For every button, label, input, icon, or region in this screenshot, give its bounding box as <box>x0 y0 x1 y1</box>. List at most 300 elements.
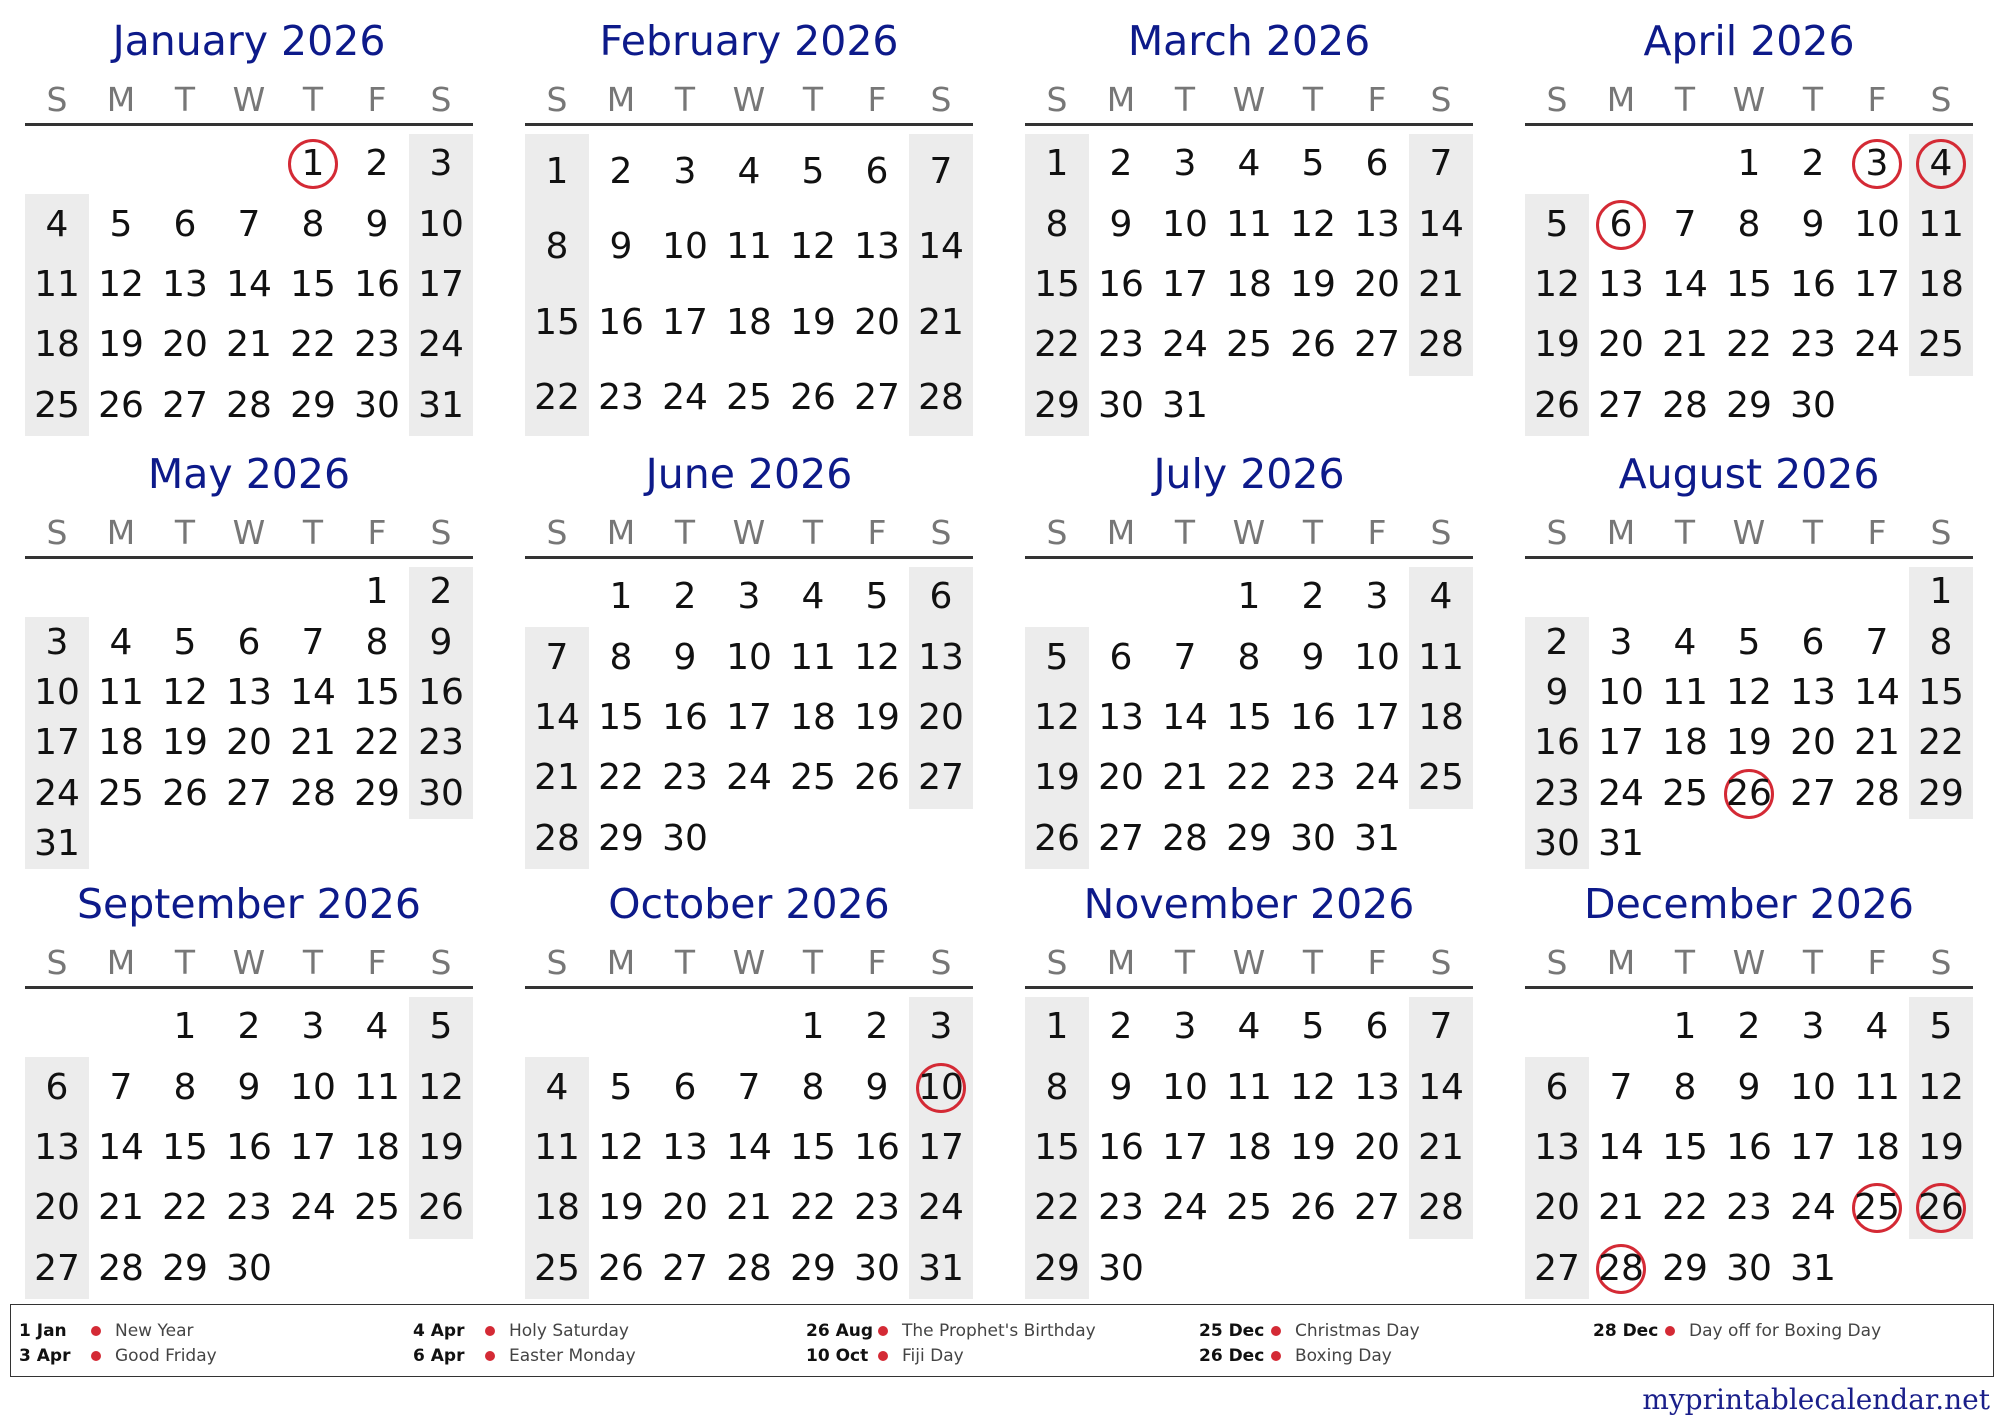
day-cell: 17 <box>1854 264 1900 305</box>
day-cell: 17 <box>726 697 772 738</box>
weekday-label: S <box>930 80 952 119</box>
day-cell: 30 <box>226 1247 272 1289</box>
day-cell: 11 <box>1418 636 1464 678</box>
weekday-label: S <box>46 943 68 982</box>
header-rule <box>1025 556 1473 559</box>
weekday-label: T <box>674 513 696 552</box>
day-cell: 13 <box>1354 1066 1400 1108</box>
day-cell: 20 <box>1354 264 1400 305</box>
weekday-label: W <box>1732 80 1766 119</box>
day-cell: 22 <box>290 324 336 366</box>
holiday-column <box>806 1318 1096 1368</box>
day-cell: 12 <box>1726 671 1772 713</box>
day-cell: 19 <box>854 697 900 738</box>
day-cell: 25 <box>1418 757 1464 799</box>
day-cell: 23 <box>1534 772 1580 814</box>
day-cell: 29 <box>1226 817 1272 859</box>
day-cell: 24 <box>34 772 80 814</box>
day-cell: 28 <box>918 377 964 419</box>
day-cell: 4 <box>109 621 133 663</box>
day-cell: 28 <box>1418 1187 1464 1229</box>
day-cell: 4 <box>1929 143 1953 185</box>
month-block <box>1525 875 1973 1303</box>
header-rule <box>25 556 473 559</box>
day-cell: 13 <box>1534 1127 1580 1168</box>
day-cell: 12 <box>1290 1066 1336 1108</box>
weekday-label: T <box>1302 943 1324 982</box>
day-cell: 2 <box>1301 576 1325 618</box>
holiday-entry <box>413 1343 636 1368</box>
day-cell: 24 <box>1598 772 1644 814</box>
day-cell: 21 <box>1662 324 1708 366</box>
holiday-date: 1 Jan <box>19 1320 67 1341</box>
day-cell: 8 <box>545 226 569 268</box>
day-cell: 13 <box>226 671 272 713</box>
holiday-entry <box>19 1343 217 1368</box>
day-cell: 26 <box>854 757 900 799</box>
day-cell: 4 <box>1673 621 1697 663</box>
weekday-label: S <box>930 513 952 552</box>
day-cell: 16 <box>854 1127 900 1168</box>
weekday-label: T <box>1674 80 1696 119</box>
day-cell: 7 <box>301 621 325 663</box>
day-cell: 24 <box>418 324 464 366</box>
day-cell: 13 <box>854 226 900 268</box>
day-cell: 1 <box>801 1006 825 1048</box>
day-cell: 18 <box>1226 1127 1272 1168</box>
site-credit[interactable]: myprintablecalendar.net <box>1642 1383 1990 1416</box>
weekday-label: M <box>1106 513 1136 552</box>
day-cell: 23 <box>226 1187 272 1229</box>
day-cell: 8 <box>801 1066 825 1108</box>
day-cell: 5 <box>609 1066 633 1108</box>
day-cell: 11 <box>534 1127 580 1168</box>
day-cell: 1 <box>1045 1006 1069 1048</box>
day-cell: 12 <box>1290 203 1336 245</box>
day-cell: 27 <box>854 377 900 419</box>
holiday-entry <box>806 1343 1096 1368</box>
day-cell: 27 <box>226 772 272 814</box>
weekday-label: T <box>1174 80 1196 119</box>
day-cell: 27 <box>662 1247 708 1289</box>
weekday-label: T <box>302 943 324 982</box>
day-cell: 17 <box>1162 1127 1208 1168</box>
month-block <box>25 12 473 440</box>
weekday-label: T <box>174 943 196 982</box>
day-cell: 3 <box>301 1006 325 1048</box>
day-cell: 1 <box>365 571 389 613</box>
day-cell: 21 <box>1418 1127 1464 1168</box>
day-cell: 30 <box>1290 817 1336 859</box>
day-cell: 31 <box>918 1247 964 1289</box>
day-cell: 29 <box>354 772 400 814</box>
day-cell: 18 <box>1418 697 1464 738</box>
day-cell: 11 <box>1918 203 1964 245</box>
weekday-label: W <box>732 80 766 119</box>
day-cell: 2 <box>865 1006 889 1048</box>
weekday-label: S <box>1546 513 1568 552</box>
holiday-legend <box>10 1304 1994 1377</box>
holiday-name: Easter Monday <box>509 1345 636 1366</box>
month-block <box>525 445 973 873</box>
day-cell: 18 <box>1918 264 1964 305</box>
day-cell: 17 <box>1162 264 1208 305</box>
day-cell: 13 <box>1098 697 1144 738</box>
day-cell: 26 <box>598 1247 644 1289</box>
month-title: February 2026 <box>599 17 899 65</box>
weekday-label: S <box>1046 943 1068 982</box>
weekday-label: M <box>606 513 636 552</box>
day-cell: 14 <box>918 226 964 268</box>
weekday-label: T <box>174 80 196 119</box>
day-cell: 28 <box>290 772 336 814</box>
day-cell: 6 <box>1545 1066 1569 1108</box>
day-cell: 24 <box>662 377 708 419</box>
day-cell: 9 <box>237 1066 261 1108</box>
day-cell: 12 <box>1918 1066 1964 1108</box>
day-cell: 21 <box>1854 722 1900 764</box>
day-cell: 27 <box>1790 772 1836 814</box>
day-cell: 12 <box>598 1127 644 1168</box>
weekday-label: S <box>430 80 452 119</box>
day-cell: 14 <box>1418 1066 1464 1108</box>
day-cell: 9 <box>1109 203 1133 245</box>
weekday-label: T <box>174 513 196 552</box>
day-cell: 23 <box>1098 324 1144 366</box>
day-cell: 25 <box>726 377 772 419</box>
day-cell: 6 <box>865 150 889 192</box>
day-cell: 19 <box>162 722 208 764</box>
month-block <box>525 12 973 440</box>
day-cell: 23 <box>418 722 464 764</box>
holiday-column <box>19 1318 217 1368</box>
weekday-label: T <box>802 513 824 552</box>
weekday-label: T <box>1674 513 1696 552</box>
day-cell: 27 <box>1098 817 1144 859</box>
day-cell: 29 <box>1662 1247 1708 1289</box>
holiday-name: Good Friday <box>115 1345 217 1366</box>
day-cell: 25 <box>354 1187 400 1229</box>
weekday-label: T <box>302 80 324 119</box>
day-cell: 31 <box>1354 817 1400 859</box>
header-rule <box>1025 986 1473 989</box>
holiday-name: New Year <box>115 1320 194 1341</box>
weekday-label: W <box>232 943 266 982</box>
day-cell: 26 <box>790 377 836 419</box>
month-title: December 2026 <box>1584 880 1914 928</box>
day-cell: 6 <box>45 1066 69 1108</box>
day-cell: 5 <box>1545 203 1569 245</box>
holiday-bullet-icon <box>1271 1351 1281 1361</box>
day-cell: 30 <box>662 817 708 859</box>
day-cell: 13 <box>1598 264 1644 305</box>
day-cell: 20 <box>1790 722 1836 764</box>
day-cell: 14 <box>1162 697 1208 738</box>
holiday-bullet-icon <box>878 1351 888 1361</box>
day-cell: 9 <box>429 621 453 663</box>
day-cell: 29 <box>1918 772 1964 814</box>
day-cell: 19 <box>598 1187 644 1229</box>
weekday-label: M <box>106 80 136 119</box>
weekday-label: W <box>232 80 266 119</box>
day-cell: 19 <box>1726 722 1772 764</box>
day-cell: 4 <box>1429 576 1453 618</box>
day-cell: 20 <box>1098 757 1144 799</box>
month-title: September 2026 <box>77 880 421 928</box>
day-cell: 7 <box>1673 203 1697 245</box>
day-cell: 21 <box>1598 1187 1644 1229</box>
weekday-label: S <box>1546 943 1568 982</box>
holiday-date: 28 Dec <box>1593 1320 1659 1341</box>
day-cell: 12 <box>790 226 836 268</box>
day-cell: 7 <box>737 1066 761 1108</box>
header-rule <box>1525 986 1973 989</box>
holiday-entry <box>806 1318 1096 1343</box>
weekday-label: F <box>367 80 387 119</box>
day-cell: 21 <box>290 722 336 764</box>
day-cell: 12 <box>162 671 208 713</box>
day-cell: 14 <box>1662 264 1708 305</box>
day-cell: 9 <box>365 203 389 245</box>
day-cell: 12 <box>418 1066 464 1108</box>
day-cell: 14 <box>726 1127 772 1168</box>
day-cell: 26 <box>162 772 208 814</box>
day-cell: 20 <box>1354 1127 1400 1168</box>
holiday-entry <box>1593 1318 1881 1343</box>
weekday-label: S <box>546 513 568 552</box>
day-cell: 21 <box>226 324 272 366</box>
header-rule <box>25 986 473 989</box>
day-cell: 13 <box>1790 671 1836 713</box>
day-cell: 22 <box>1918 722 1964 764</box>
month-title: June 2026 <box>645 450 853 498</box>
weekday-label: F <box>1367 80 1387 119</box>
weekday-label: F <box>867 513 887 552</box>
weekday-label: T <box>1302 513 1324 552</box>
day-cell: 23 <box>854 1187 900 1229</box>
day-cell: 1 <box>173 1006 197 1048</box>
day-cell: 24 <box>726 757 772 799</box>
day-cell: 19 <box>1290 1127 1336 1168</box>
day-cell: 13 <box>918 636 964 678</box>
day-cell: 16 <box>1098 264 1144 305</box>
day-cell: 7 <box>545 636 569 678</box>
day-cell: 22 <box>1034 1187 1080 1229</box>
day-cell: 16 <box>226 1127 272 1168</box>
day-cell: 28 <box>1162 817 1208 859</box>
day-cell: 8 <box>1929 621 1953 663</box>
holiday-date: 26 Aug <box>806 1320 874 1341</box>
day-cell: 2 <box>365 143 389 185</box>
day-cell: 27 <box>1598 384 1644 426</box>
day-cell: 3 <box>1173 143 1197 185</box>
day-cell: 1 <box>1673 1006 1697 1048</box>
day-cell: 16 <box>598 301 644 343</box>
month-block <box>1025 12 1473 440</box>
day-cell: 10 <box>662 226 708 268</box>
holiday-date: 10 Oct <box>806 1345 869 1366</box>
day-cell: 13 <box>1354 203 1400 245</box>
day-cell: 11 <box>726 226 772 268</box>
day-cell: 7 <box>1429 1006 1453 1048</box>
day-cell: 23 <box>1290 757 1336 799</box>
day-cell: 19 <box>1034 757 1080 799</box>
day-cell: 26 <box>98 384 144 426</box>
weekday-label: W <box>1732 513 1766 552</box>
holiday-name: The Prophet's Birthday <box>902 1320 1096 1341</box>
day-cell: 22 <box>1034 324 1080 366</box>
weekday-label: S <box>1046 513 1068 552</box>
day-cell: 12 <box>854 636 900 678</box>
day-cell: 30 <box>854 1247 900 1289</box>
day-cell: 17 <box>418 264 464 305</box>
weekday-label: F <box>367 943 387 982</box>
day-cell: 26 <box>1290 324 1336 366</box>
day-cell: 27 <box>1354 324 1400 366</box>
day-cell: 18 <box>1662 722 1708 764</box>
day-cell: 19 <box>790 301 836 343</box>
day-cell: 16 <box>1534 722 1580 764</box>
day-cell: 23 <box>354 324 400 366</box>
day-cell: 28 <box>1598 1247 1644 1289</box>
day-cell: 2 <box>609 150 633 192</box>
weekday-label: T <box>1802 943 1824 982</box>
weekday-label: T <box>1302 80 1324 119</box>
day-cell: 4 <box>365 1006 389 1048</box>
weekday-label: W <box>1232 80 1266 119</box>
day-cell: 27 <box>918 757 964 799</box>
day-cell: 30 <box>418 772 464 814</box>
day-cell: 18 <box>726 301 772 343</box>
day-cell: 10 <box>1162 1066 1208 1108</box>
header-rule <box>525 123 973 126</box>
day-cell: 15 <box>1726 264 1772 305</box>
weekday-label: S <box>1046 80 1068 119</box>
day-cell: 31 <box>418 384 464 426</box>
day-cell: 24 <box>1854 324 1900 366</box>
day-cell: 9 <box>1109 1066 1133 1108</box>
weekday-label: F <box>1867 80 1887 119</box>
day-cell: 16 <box>418 671 464 713</box>
day-cell: 14 <box>534 697 580 738</box>
day-cell: 6 <box>1609 203 1633 245</box>
day-cell: 5 <box>1045 636 1069 678</box>
day-cell: 16 <box>1098 1127 1144 1168</box>
day-cell: 24 <box>918 1187 964 1229</box>
header-rule <box>1525 123 1973 126</box>
weekday-label: S <box>1930 80 1952 119</box>
weekday-label: T <box>1802 80 1824 119</box>
weekday-label: M <box>1606 943 1636 982</box>
holiday-bullet-icon <box>1271 1326 1281 1336</box>
holiday-column <box>413 1318 636 1368</box>
day-cell: 31 <box>1598 822 1644 864</box>
day-cell: 15 <box>534 301 580 343</box>
day-cell: 16 <box>662 697 708 738</box>
day-cell: 15 <box>1034 264 1080 305</box>
month-title: July 2026 <box>1153 450 1345 498</box>
month-block <box>25 445 473 873</box>
day-cell: 9 <box>673 636 697 678</box>
day-cell: 1 <box>1237 576 1261 618</box>
day-cell: 9 <box>1737 1066 1761 1108</box>
day-cell: 16 <box>1790 264 1836 305</box>
month-title: April 2026 <box>1643 17 1855 65</box>
weekday-label: F <box>1367 943 1387 982</box>
month-title: May 2026 <box>147 450 351 498</box>
day-cell: 7 <box>1429 143 1453 185</box>
day-cell: 21 <box>918 301 964 343</box>
day-cell: 17 <box>1354 697 1400 738</box>
day-cell: 26 <box>1534 384 1580 426</box>
weekday-label: T <box>1802 513 1824 552</box>
day-cell: 14 <box>1418 203 1464 245</box>
day-cell: 10 <box>1354 636 1400 678</box>
day-cell: 11 <box>1854 1066 1900 1108</box>
holiday-name: Fiji Day <box>902 1345 964 1366</box>
holiday-bullet-icon <box>485 1351 495 1361</box>
day-cell: 15 <box>1662 1127 1708 1168</box>
month-block <box>1525 445 1973 873</box>
month-block <box>1025 445 1473 873</box>
day-cell: 29 <box>162 1247 208 1289</box>
day-cell: 7 <box>1173 636 1197 678</box>
day-cell: 14 <box>226 264 272 305</box>
day-cell: 29 <box>790 1247 836 1289</box>
day-cell: 5 <box>1737 621 1761 663</box>
day-cell: 18 <box>34 324 80 366</box>
day-cell: 25 <box>34 384 80 426</box>
weekday-label: S <box>1930 513 1952 552</box>
day-cell: 17 <box>1598 722 1644 764</box>
day-cell: 20 <box>1598 324 1644 366</box>
day-cell: 18 <box>1226 264 1272 305</box>
day-cell: 5 <box>1929 1006 1953 1048</box>
day-cell: 19 <box>1290 264 1336 305</box>
day-cell: 8 <box>1237 636 1261 678</box>
weekday-label: S <box>430 943 452 982</box>
weekday-label: W <box>1732 943 1766 982</box>
weekday-label: S <box>430 513 452 552</box>
header-rule <box>525 986 973 989</box>
day-cell: 25 <box>790 757 836 799</box>
day-cell: 25 <box>1662 772 1708 814</box>
month-block <box>25 875 473 1303</box>
day-cell: 27 <box>1354 1187 1400 1229</box>
day-cell: 24 <box>1162 324 1208 366</box>
day-cell: 30 <box>1098 1247 1144 1289</box>
day-cell: 3 <box>45 621 69 663</box>
day-cell: 10 <box>1790 1066 1836 1108</box>
day-cell: 11 <box>1226 203 1272 245</box>
header-rule <box>1525 556 1973 559</box>
day-cell: 23 <box>1098 1187 1144 1229</box>
day-cell: 28 <box>1418 324 1464 366</box>
day-cell: 1 <box>1045 143 1069 185</box>
header-rule <box>525 556 973 559</box>
day-cell: 18 <box>1854 1127 1900 1168</box>
day-cell: 8 <box>365 621 389 663</box>
day-cell: 23 <box>598 377 644 419</box>
weekday-label: S <box>1430 513 1452 552</box>
day-cell: 21 <box>534 757 580 799</box>
day-cell: 10 <box>726 636 772 678</box>
day-cell: 14 <box>290 671 336 713</box>
day-cell: 15 <box>162 1127 208 1168</box>
day-cell: 3 <box>1801 1006 1825 1048</box>
day-cell: 3 <box>929 1006 953 1048</box>
day-cell: 10 <box>918 1066 964 1108</box>
